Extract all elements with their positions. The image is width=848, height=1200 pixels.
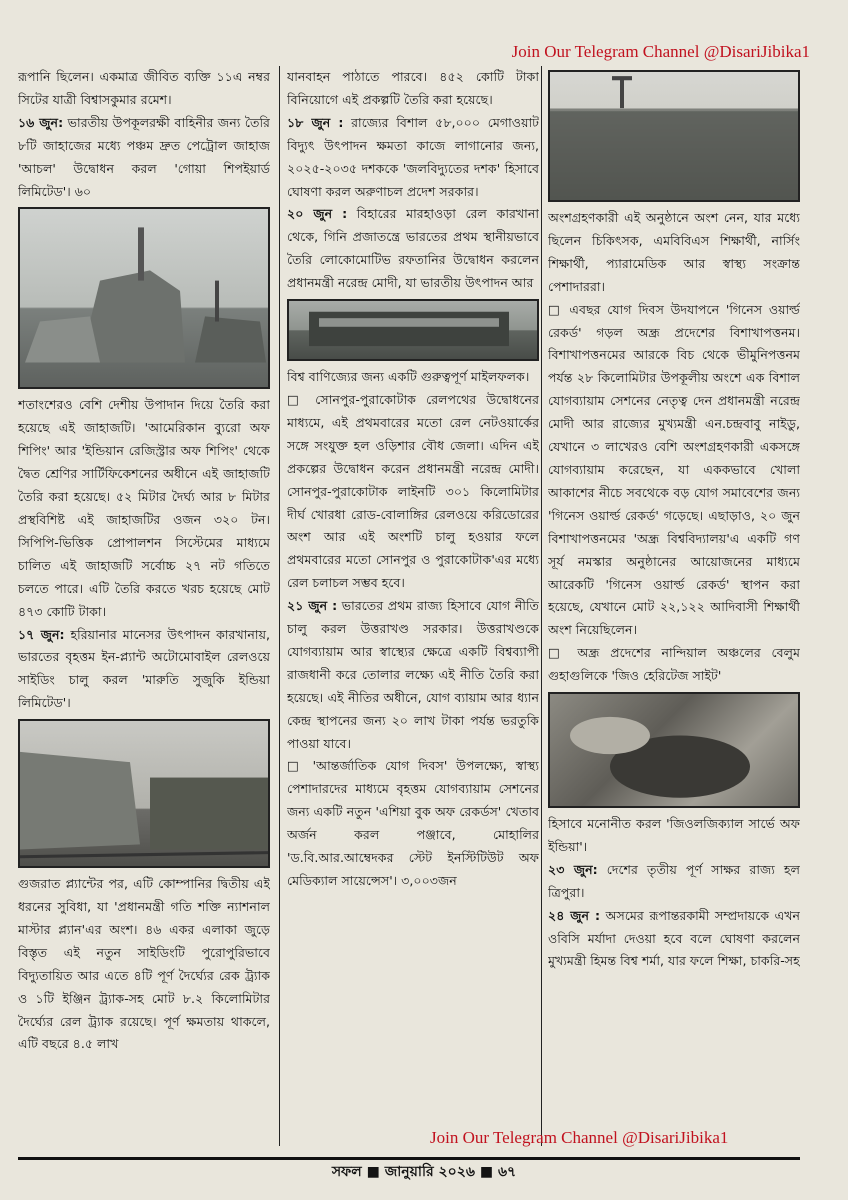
magazine-name: সফল <box>331 1164 362 1180</box>
issue-date: জানুয়ারি ২০২৬ <box>384 1164 475 1180</box>
train-illustration <box>20 721 268 866</box>
paragraph <box>548 905 800 974</box>
page-footer <box>0 1160 848 1184</box>
column-divider <box>541 66 542 1146</box>
caves-photo <box>548 692 800 808</box>
caves-illustration <box>550 694 798 806</box>
paragraph: □ 'আন্তর্জাতিক যোগ দিবস' উপলক্ষ্যে, স্বাস্থ্য পেশাদারদের মাধ্যমে বৃহত্তম যোগব্যায়াম সেশনের জন্য একটি নতুন 'এশিয়া বুক অফ রেকর্ডস' খেতাব অর্জন করল পঞ্জাবে, মোহালির 'ড.বি.আর.আম্বেদকর স্টেট ইনস্টিটিউট অফ মেডিক্যাল সায়েন্সেস'। ৩,০০৩জন <box>287 758 539 888</box>
paragraph: যানবাহন পাঠাতে পারবে। ৪৫২ কোটি টাকা বিনিয়োগে এই প্রকল্পটি তৈরি করা হয়েছে। <box>287 69 539 107</box>
date-label: ২৪ জুন : <box>548 907 601 923</box>
paragraph: গুজরাত প্ল্যান্টের পর, এটি কোম্পানির দ্বিতীয় এই ধরনের সুবিধা, যা 'প্রধানমন্ত্রী গতি শক্তি ন্যাশনাল মাস্টার প্ল্যান'এর অংশ। ৪৬ একর এলাকা জুড়ে বিস্তৃত এই নতুন সাইডিংটি পুরোপুরিভাবে বিদ্যুতায়িত আর এতে ৪টি পূর্ণ দৈর্ঘ্যের রেক ট্র্যাক ও ১টি ইঞ্জিন ট্র্যাক-সহ মোট ৮.২ কিলোমিটার দৈর্ঘ্যের রেল ট্র্যাক রয়েছে। পূর্ণ ক্ষমতায় থাকলে, এটি বছরে ৪.৫ লাখ <box>18 876 270 1052</box>
date-label: ১৬ জুন: <box>18 114 64 130</box>
paragraph: বিশ্ব বাণিজ্যের জন্য একটি গুরুত্বপূর্ণ মাইলফলক। <box>287 369 530 385</box>
paragraph: অংশগ্রহণকারী এই অনুষ্ঠানে অংশ নেন, যার মধ্যে ছিলেন চিকিৎসক, এমবিবিএস শিক্ষার্থী, নার্সিং শিক্ষার্থী, প্যারামেডিক আর স্বাস্থ্য সংক্রান্ত পেশাদাররা। <box>548 210 800 294</box>
paragraph <box>18 624 270 716</box>
date-label: ২৩ জুন: <box>548 861 598 877</box>
column-1 <box>18 66 270 1146</box>
paragraph: □ অন্ধ্র প্রদেশের নান্দিয়াল অঞ্চলের বেলুম গুহাগুলিকে 'জিও হেরিটেজ সাইট' <box>548 645 800 684</box>
paragraph <box>287 112 539 204</box>
paragraph: রূপানি ছিলেন। একমাত্র জীবিত ব্যক্তি ১১এ নম্বর সিটের যাত্রী বিশ্বাসকুমার রমেশ। <box>18 69 270 107</box>
column-divider <box>279 66 280 1146</box>
yoga-illustration <box>550 72 798 200</box>
yoga-photo <box>548 70 800 202</box>
telegram-watermark-bottom: Join Our Telegram Channel @DisariJibika1 <box>430 1128 729 1147</box>
ship-illustration <box>20 209 268 387</box>
footer-separator: ■ <box>474 1164 498 1180</box>
paragraph <box>548 859 800 905</box>
column-2 <box>287 66 539 1146</box>
paragraph: □ এবছর যোগ দিবস উদযাপনে 'গিনেস ওয়ার্ল্ড রেকর্ড' গড়ল অন্ধ্র প্রদেশের বিশাখাপত্তনম। বিশাখাপত্তনমের আরকে বিচ থেকে ভীমুনিপত্তনম পর্যন্ত ২৮ কিলোমিটার উপকূলীয় অংশে এক বিশাল যোগব্যায়াম সেশনের নেতৃত্ব দেন প্রধানমন্ত্রী নরেন্দ্র মোদী আর রাজ্যের মুখ্যমন্ত্রী এন.চন্দ্রবাবু নাইডু, যেখানে ৩ লাখেরও বেশি অংশগ্রহণকারী একসঙ্গে যোগব্যায়াম করেছেন, যা এককভাবে খোলা আকাশের নীচে সবথেকে বড় যোগ সমাবেশের জন্য 'গিনেস ওয়ার্ল্ড রেকর্ড' গড়েছে। এছাড়াও, ২০ জুন বিশাখাপত্তনমের 'অন্ধ্র বিশ্ববিদ্যালয়'এ একটি গণ সূর্য নমস্কার অনুষ্ঠানের আয়োজনের মাধ্যমে আরেকটি 'গিনেস ওয়ার্ল্ড রেকর্ড' স্থাপন করা হয়েছে, যেখানে মোট ২২,১২২ আদিবাসী শিক্ষার্থী অংশ নিয়েছিলেন। <box>548 301 800 638</box>
paragraph-text: দেশের তৃতীয় পূর্ণ সাক্ষর রাজ্য হল ত্রিপুরা। <box>548 861 800 900</box>
paragraph: শতাংশেরও বেশি দেশীয় উপাদান দিয়ে তৈরি করা হয়েছে এই জাহাজটি। 'আমেরিকান ব্যুরো অফ শিপিং' আর 'ইন্ডিয়ান রেজিস্ট্রার অফ শিপিং' থেকে দ্বৈত শ্রেণির সার্টিফিকেশনের অধীনে এই জাহাজটি তৈরি করা হয়েছে। ৫২ মিটার দৈর্ঘ্য আর ৮ মিটার প্রস্থবিশিষ্ট এই জাহাজটির ওজন ৩২০ টন। সিপিপি-ভিত্তিক প্রোপালশন সিস্টেমের মাধ্যমে চালিত এই জাহাজটি সর্বোচ্চ ২৭ নট গতিতে চলতে পারে। এটি তৈরি করতে খরচ হয়েছে মোট ৪৭৩ কোটি টাকা। <box>18 397 270 619</box>
date-label: ১৭ জুন: <box>18 626 65 642</box>
paragraph <box>18 112 270 204</box>
train-photo <box>18 719 270 868</box>
locomotive-illustration <box>289 301 537 359</box>
paragraph: হিসাবে মনোনীত করল 'জিওলজিক্যাল সার্ভে অফ ইন্ডিয়া'। <box>548 816 800 854</box>
date-label: ২০ জুন : <box>287 206 348 222</box>
paragraph-text: বিহারের মারহাওড়া রেল কারখানা থেকে, গিনি প্রজাতন্ত্রে ভারতের প্রথম স্থানীয়ভাবে তৈরি লোকোমোটিভ রফতানির উদ্বোধন করলেন প্রধানমন্ত্রী নরেন্দ্র মোদী, যা ভারতীয় উৎপাদন আর <box>287 206 539 291</box>
paragraph-text: রাজ্যের বিশাল ৫৮,০০০ মেগাওয়াট বিদ্যুৎ উৎপাদন ক্ষমতা কাজে লাগানোর জন্য, ২০২৫-২০৩৫ দশককে 'জলবিদ্যুতের দশক' হিসাবে ঘোষণা করল অরুণাচল প্রদেশ সরকার। <box>287 114 539 199</box>
paragraph: □ সোনপুর-পুরাকোটাক রেলপথের উদ্বোধনের মাধ্যমে, এই প্রথমবারের মতো রেল নেটওয়ার্কের সঙ্গে সংযুক্ত হল ওড়িশার বৌধ জেলা। এদিন এই প্রকল্পের উদ্বোধন করেন প্রধানমন্ত্রী নরেন্দ্র মোদী। সোনপুর-পুরাকোটাক লাইনটি ৩০১ কিলোমিটার দীর্ঘ খোরধা রোড-বোলাঙ্গির রেলওয়ে করিডোরের অংশ আর এই অংশটি চালু হওয়ার ফলে প্রথমবারের মতো সোনপুর ও পুরাকোটাক'এর মধ্যে রেল চলাচল সম্ভব হবে। <box>287 391 539 591</box>
date-label: ১৮ জুন : <box>287 114 344 130</box>
paragraph-text: অসমের রূপান্তরকামী সম্প্রদায়কে এখন ওবিসি মর্যাদা দেওয়া হবে বলে ঘোষণা করলেন মুখ্যমন্ত্রী হিমন্ত বিশ্ব শর্মা, যার ফলে শিক্ষা, চাকরি-সহ <box>548 907 800 969</box>
footer-separator: ■ <box>361 1164 385 1180</box>
paragraph-text: ভারতের প্রথম রাজ্য হিসাবে যোগ নীতি চালু করল উত্তরাখণ্ড সরকার। উত্তরাখণ্ডকে যোগব্যায়াম আর স্বাস্থ্যের ক্ষেত্রে একটি বিশ্বব্যাপী রাজধানী করে তোলার লক্ষ্যে এই নীতি তৈরি করা হয়েছে। এই নীতির অধীনে, যোগ ব্যায়াম আর ধ্যান কেন্দ্র স্থাপনের জন্য ২০ লাখ টাকা পর্যন্ত ভরতুকি পাওয়া যাবে। <box>287 598 539 751</box>
telegram-watermark-top: Join Our Telegram Channel @DisariJibika1 <box>511 42 810 61</box>
paragraph <box>287 203 539 295</box>
paragraph-text: ভারতীয় উপকূলরক্ষী বাহিনীর জন্য তৈরি ৮টি জাহাজের মধ্যে পঞ্চম দ্রুত পেট্রোল জাহাজ 'আচল' উদ্বোধন করল 'গোয়া শিপইয়ার্ড লিমিটেড'। ৬০ <box>18 114 270 199</box>
ship-photo <box>18 207 270 389</box>
page-number: ৬৭ <box>497 1164 517 1180</box>
paragraph <box>287 595 539 755</box>
paragraph-text: হরিয়ানার মানেসর উৎপাদন কারখানায়, ভারতের বৃহত্তম ইন-প্ল্যান্ট অটোমোবাইল রেলওয়ে সাইডিং চালু করল 'মারুতি সুজুকি ইন্ডিয়া লিমিটেড'। <box>18 626 270 711</box>
locomotive-photo <box>287 299 539 361</box>
column-3 <box>548 66 800 1146</box>
date-label: ২১ জুন : <box>287 598 338 614</box>
